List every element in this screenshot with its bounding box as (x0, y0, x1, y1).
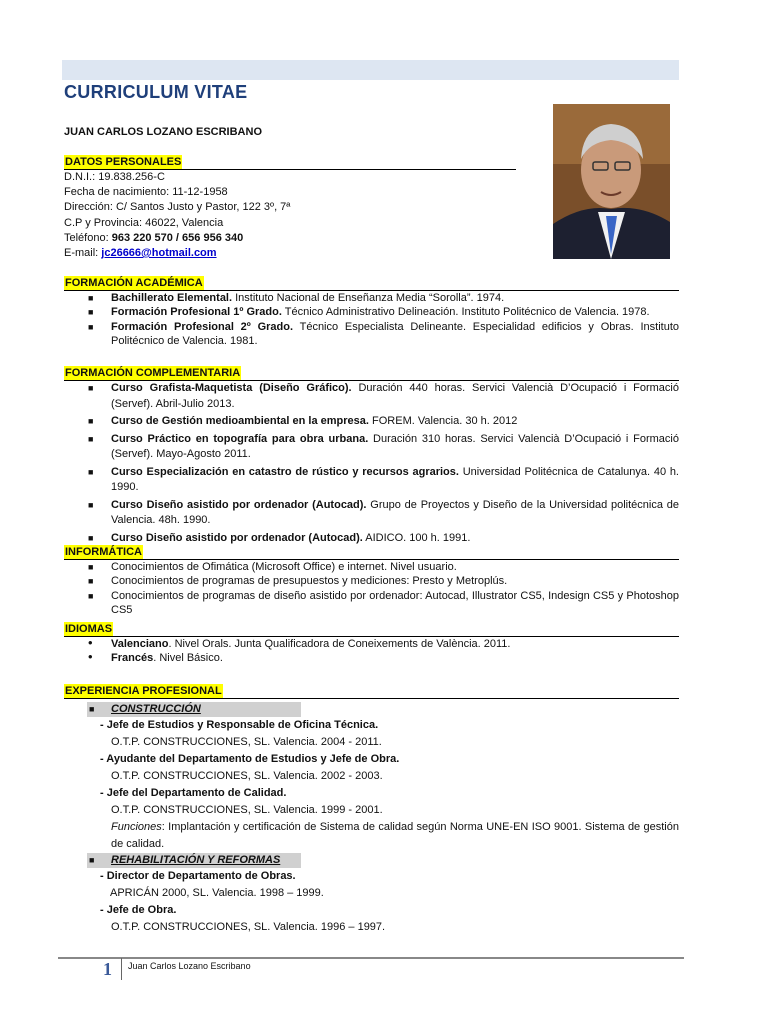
email-link[interactable]: jc26666@hotmail.com (101, 247, 217, 260)
job-title: - Jefe de Estudios y Responsable de Oficina Técnica. (100, 719, 379, 731)
list-item: ■ Conocimientos de programas de presupuestos y mediciones: Presto y Metroplús. (88, 575, 508, 588)
job-detail: O.T.P. CONSTRUCCIONES, SL. Valencia. 1996 – 1997. (111, 921, 386, 933)
academic-header: FORMACIÓN ACADÉMICA (65, 277, 203, 289)
academic-section (64, 276, 679, 349)
list-item: • Francés. Nivel Básico. (88, 649, 223, 665)
category-rehabilitation: ■ REHABILITACIÓN Y REFORMAS (87, 853, 301, 868)
address: Dirección: C/ Santos Justo y Pastor, 122 3º, 7ª (64, 201, 291, 214)
job-title: - Jefe del Departamento de Calidad. (100, 787, 287, 799)
experience-section (64, 684, 679, 936)
experience-header: EXPERIENCIA PROFESIONAL (65, 685, 222, 697)
list-item: ■ Curso de Gestión medioambiental en la empresa. FOREM. Valencia. 30 h. 2012 (64, 414, 679, 430)
profile-photo (553, 104, 670, 259)
candidate-name: JUAN CARLOS LOZANO ESCRIBANO (64, 126, 263, 138)
bullet-icon: ■ (88, 499, 94, 510)
list-item: ■ Curso Práctico en topografía para obra urbana. Duración 310 horas. Servici Valencià D’Ocupació i Formació (Servef). Mayo-Agosto 2011. (88, 432, 679, 460)
footer-divider (121, 958, 122, 980)
bullet-icon: ■ (88, 590, 94, 601)
bullet-icon: ■ (88, 307, 94, 318)
list-item: ■ Bachillerato Elemental. Instituto Nacional de Enseñanza Media “Sorolla”. 1974. (88, 292, 505, 304)
job-title: - Ayudante del Departamento de Estudios y Jefe de Obra. (100, 753, 400, 765)
birth-date: Fecha de nacimiento: 11-12-1958 (64, 186, 228, 199)
personal-header: DATOS PERSONALES (65, 156, 182, 168)
job-title: - Jefe de Obra. (100, 904, 177, 916)
phone: Teléfono: 963 220 570 / 656 956 340 (64, 231, 244, 244)
bullet-icon: ■ (88, 562, 94, 572)
job-detail: O.T.P. CONSTRUCCIONES, SL. Valencia. 2004 - 2011. (111, 736, 382, 748)
bullet-icon: ■ (88, 293, 94, 303)
complementary-header: FORMACIÓN COMPLEMENTARIA (65, 367, 241, 379)
complementary-section (64, 366, 679, 548)
list-item: ■ Curso Diseño asistido por ordenador (Autocad). Grupo de Proyectos y Diseño de la Universidad politécnica de Valencia. 48h. 1990. (88, 498, 679, 526)
job-functions: Funciones: Implantación y certificación de Sistema de calidad según Norma UNE-EN ISO 9001. Sistema de gestión de calidad. (111, 821, 679, 850)
bullet-icon: • (88, 649, 93, 665)
personal-section (64, 155, 516, 261)
complementary-list (64, 381, 679, 546)
list-item: ■ Formación Profesional 2º Grado. Técnico Especialista Delineante. Especialidad edificios y Obras. Instituto Politécnico de Valencia. 1981. (88, 320, 679, 348)
footer-rule (58, 957, 684, 959)
bullet-icon: ■ (88, 433, 94, 444)
list-item: ■ Curso Especialización en catastro de rústico y recursos agrarios. Universidad Politécnica de Catalunya. 40 h. 1990. (88, 465, 679, 493)
informatics-section (64, 545, 679, 618)
bullet-icon: ■ (88, 576, 94, 587)
job-detail: O.T.P. CONSTRUCCIONES, SL. Valencia. 2002 - 2003. (111, 770, 383, 782)
languages-section (64, 622, 679, 666)
category-construction: ■ CONSTRUCCIÓN (87, 702, 301, 717)
page-title: CURRICULUM VITAE (64, 82, 248, 102)
bullet-icon: ■ (88, 383, 94, 393)
informatics-list (64, 560, 679, 618)
list-item: • Valenciano. Nivel Orals. Junta Qualificadora de Coneixements de València. 2011. (88, 635, 511, 650)
footer-name: Juan Carlos Lozano Escribano (128, 961, 251, 971)
bullet-icon: • (88, 635, 93, 650)
city: C.P y Provincia: 46022, Valencia (64, 216, 224, 229)
list-item: ■ Curso Diseño asistido por ordenador (Autocad). AIDICO. 100 h. 1991. (64, 531, 679, 547)
bullet-icon: ■ (88, 321, 94, 332)
job-detail: APRICÁN 2000, SL. Valencia. 1998 – 1999. (110, 887, 324, 899)
academic-list (64, 291, 679, 349)
bullet-icon: ■ (88, 466, 94, 477)
list-item: ■ Formación Profesional 1º Grado. Técnico Administrativo Delineación. Instituto Politécnico de Valencia. 1978. (88, 306, 650, 319)
page-number: 1 (103, 959, 112, 979)
languages-header: IDIOMAS (65, 623, 113, 635)
informatics-header: INFORMÁTICA (65, 546, 142, 558)
bullet-icon: ■ (88, 532, 94, 543)
bullet-icon: ■ (88, 416, 94, 426)
header-band (62, 60, 679, 80)
email: E-mail: jc26666@hotmail.com (64, 247, 217, 260)
job-detail: O.T.P. CONSTRUCCIONES, SL. Valencia. 1999 - 2001. (111, 804, 383, 816)
phone-value: 963 220 570 / 656 956 340 (111, 231, 244, 244)
languages-list (64, 637, 679, 666)
dni: D.N.I.: 19.838.256-C (64, 171, 165, 183)
list-item: ■ Conocimientos de Ofimática (Microsoft Office) e internet. Nivel usuario. (88, 561, 457, 573)
job-title: - Director de Departamento de Obras. (100, 870, 296, 882)
list-item: ■ Conocimientos de programas de diseño asistido por ordenador: Autocad, Illustrator CS5, Indesign CS5 y Photoshop CS5 (88, 589, 679, 617)
list-item: ■ Curso Grafista-Maquetista (Diseño Gráfico). Duración 440 horas. Servici Valencià D’Ocupació i Formació (Servef). Abril-Julio 2013. (88, 382, 679, 410)
